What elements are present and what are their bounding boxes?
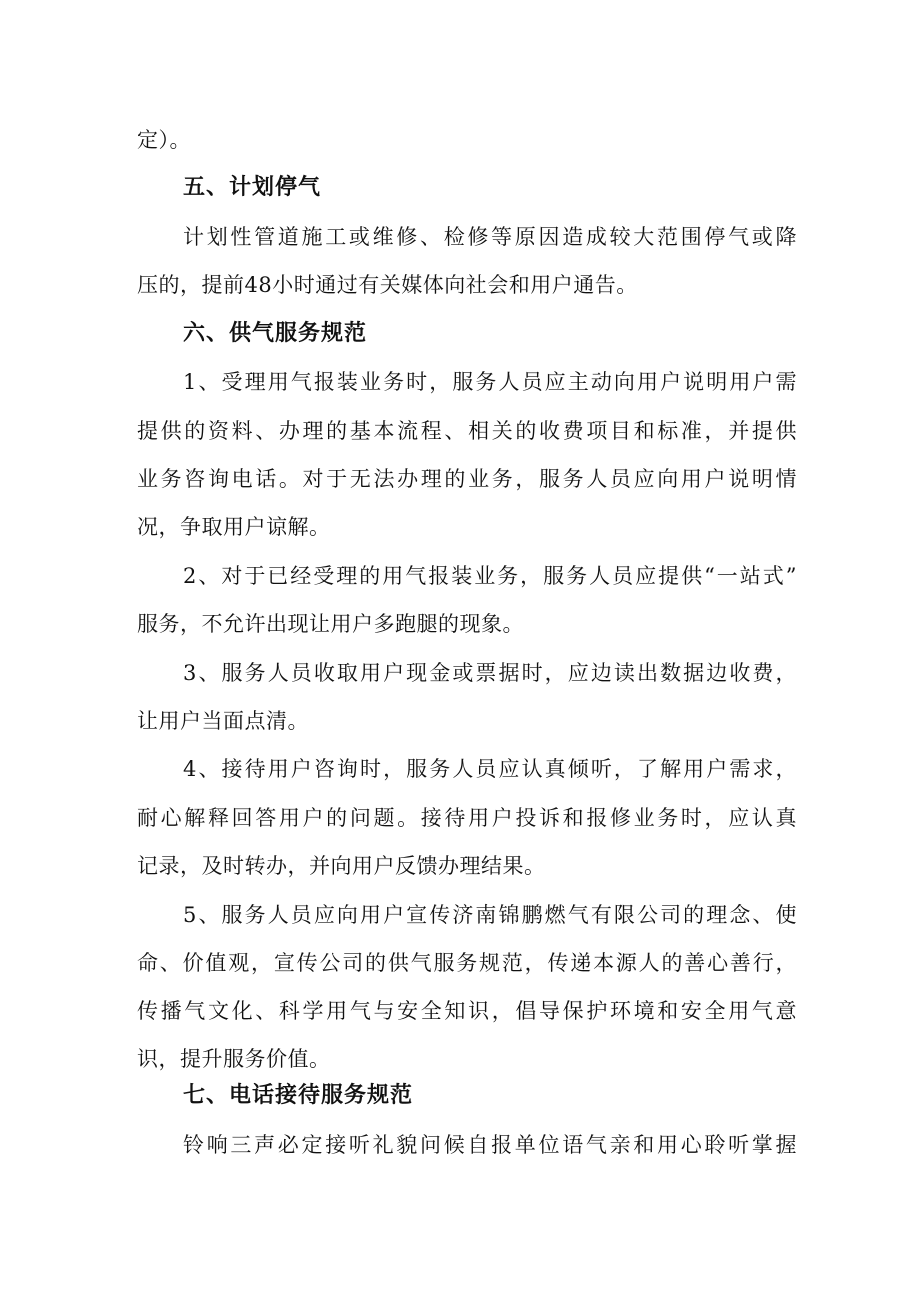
paragraph-line: 耐心解释回答用户的问题。接待用户投诉和报修业务时，应认真 <box>137 806 797 830</box>
paragraph-line: 压的，提前48小时通过有关媒体向社会和用户通告。 <box>137 273 638 297</box>
section-heading-6: 六、供气服务规范 <box>183 321 368 346</box>
section-heading-5: 五、计划停气 <box>183 175 322 200</box>
paragraph-line: 让用户当面点清。 <box>137 709 309 733</box>
paragraph-line: 计划性管道施工或维修、检修等原因造成较大范围停气或降 <box>183 225 797 249</box>
paragraph-continuation: 定）。 <box>137 128 191 152</box>
paragraph-line: 2、对于已经受理的用气报装业务，服务人员应提供“一站式” <box>183 564 797 588</box>
paragraph-line: 5、服务人员应向用户宣传济南锦鹏燃气有限公司的理念、使 <box>183 903 797 927</box>
paragraph-line: 提供的资料、办理的基本流程、相关的收费项目和标准，并提供 <box>137 419 797 443</box>
paragraph-line: 1、受理用气报装业务时，服务人员应主动向用户说明用户需 <box>183 370 797 394</box>
paragraph-line: 传播气文化、科学用气与安全知识，倡导保护环境和安全用气意 <box>137 999 797 1023</box>
paragraph-line: 记录，及时转办，并向用户反馈办理结果。 <box>137 854 546 878</box>
paragraph-line: 铃响三声必定接听礼貌问候自报单位语气亲和用心聆听掌握 <box>183 1133 797 1157</box>
paragraph-line: 命、价值观，宣传公司的供气服务规范，传递本源人的善心善行， <box>137 951 797 975</box>
paragraph-line: 4、接待用户咨询时，服务人员应认真倾听，了解用户需求， <box>183 757 797 781</box>
paragraph-line: 服务，不允许出现让用户多跑腿的现象。 <box>137 612 524 636</box>
paragraph-line: 3、服务人员收取用户现金或票据时，应边读出数据边收费， <box>183 661 797 685</box>
paragraph-line: 识，提升服务价值。 <box>137 1047 331 1071</box>
paragraph-line: 业务咨询电话。对于无法办理的业务，服务人员应向用户说明情 <box>137 467 797 491</box>
section-heading-7: 七、电话接待服务规范 <box>183 1083 414 1108</box>
paragraph-line: 况，争取用户谅解。 <box>137 515 331 539</box>
